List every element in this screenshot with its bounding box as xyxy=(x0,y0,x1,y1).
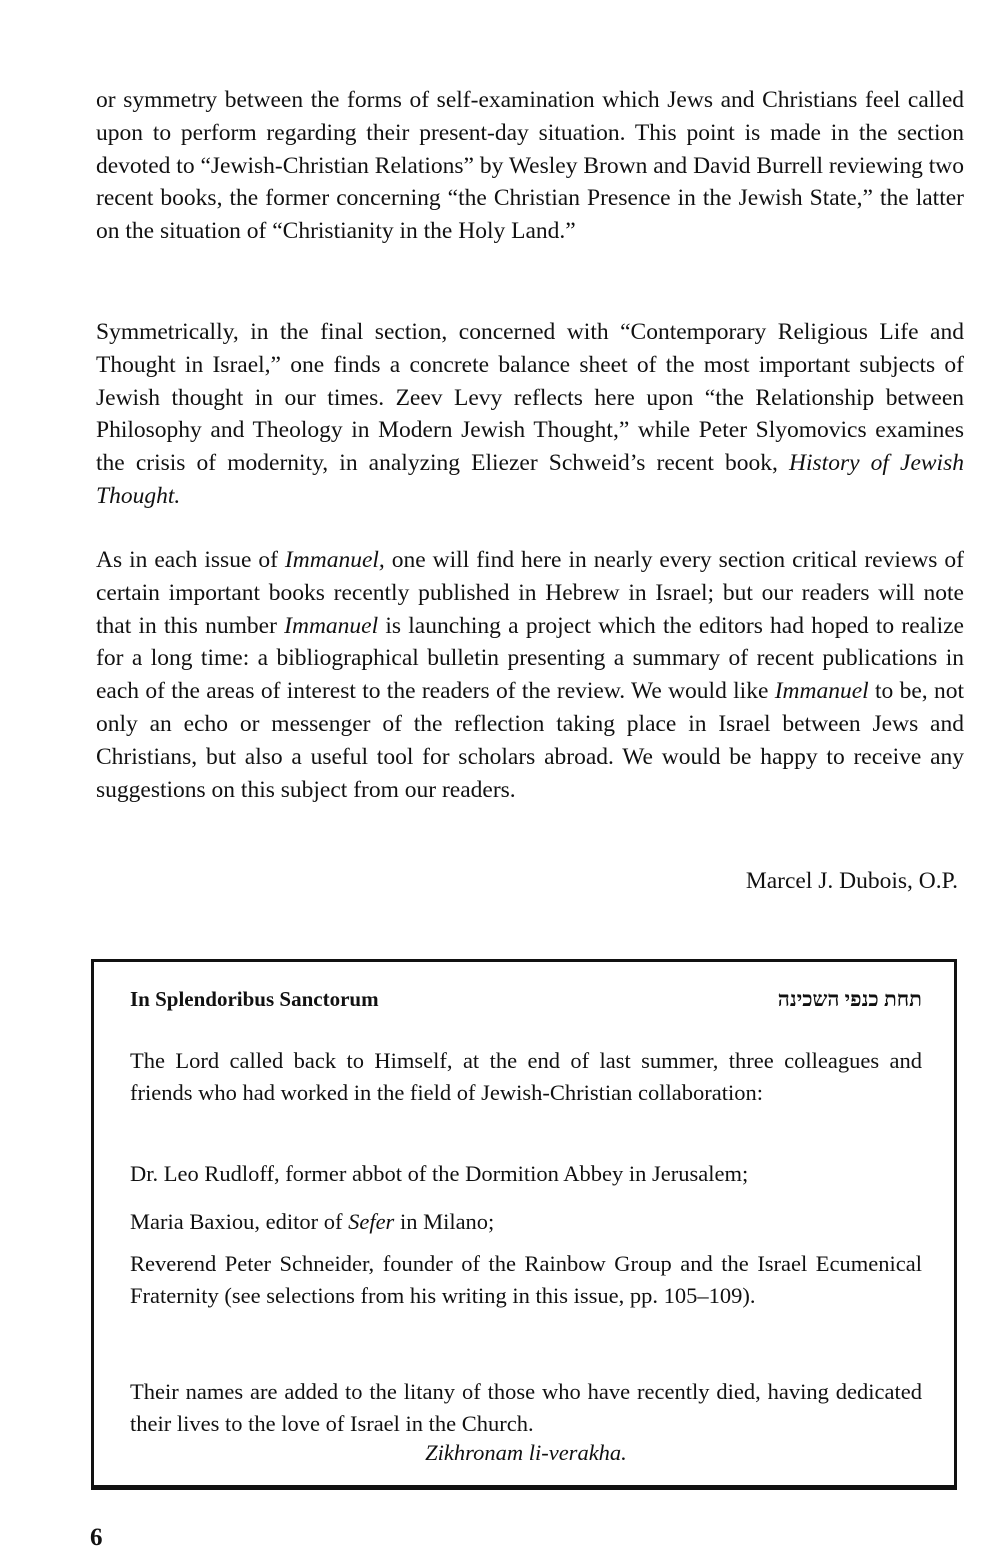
journal-name-immanuel-3: Immanuel xyxy=(774,678,869,705)
paragraph-2-text: Symmetrically, in the final section, concerned with “Contemporary Religious Life and Thought in Israel,” one finds a concrete balance sheet of the most important subjects of Jewish thought in our times. Zeev Levy reflects here upon “the Relationship between Philosophy and Theology in Modern Jewish Thought,” while Peter Slyomovics examines the crisis of modernity, in analyzing Eliezer Schweid’s recent book, xyxy=(96,319,964,477)
author-signature: Marcel J. Dubois, O.P. xyxy=(745,868,958,894)
baxiou-text-a: Maria Baxiou, editor of xyxy=(130,1209,349,1234)
journal-name-immanuel-2: Immanuel xyxy=(284,612,379,639)
memorial-box-title: In Splendoribus Sanctorum xyxy=(130,987,379,1011)
memorial-box-hebrew-title: תחת כנפי השכינה xyxy=(777,987,922,1011)
page-number: 6 xyxy=(90,1524,103,1551)
book-title-history-of-jewish-thought: History of Jewish Thought. xyxy=(96,450,964,509)
paragraph-3-text-a: As in each issue of xyxy=(96,547,285,573)
memorial-box xyxy=(91,959,957,1490)
body-paragraph-3 xyxy=(96,544,964,806)
memorial-item-rudloff: Dr. Leo Rudloff, former abbot of the Dormition Abbey in Jerusalem; xyxy=(130,1161,749,1186)
baxiou-text-c: in Milano; xyxy=(394,1209,495,1234)
memorial-intro: The Lord called back to Himself, at the end of last summer, three colleagues and friends who had worked in the field of Jewish-Christian collaboration: xyxy=(130,1048,922,1106)
memorial-blessing: Zikhronam li-verakha. xyxy=(425,1440,627,1465)
paragraph-3-text-c: one will find here in nearly every section critical reviews of certain important books recently published in Hebrew in Israel; but our readers will note that in this number xyxy=(96,547,964,639)
memorial-item-schneider: Reverend Peter Schneider, founder of the Rainbow Group and the Israel Ecumenical Fraternity (see selections from his writing in this issue, pp. 105–109). xyxy=(130,1251,922,1309)
memorial-box-header xyxy=(130,984,922,1014)
body-paragraph-1: or symmetry between the forms of self-examination which Jews and Christians feel called upon to perform regarding their present-day situation. This point is made in the section devoted to “Jewish-Christian Relations” by Wesley Brown and David Burrell reviewing two recent books, the former concerning “the Christian Presence in the Jewish State,” the latter on the situation of “Christianity in the Holy Land.” xyxy=(96,87,964,245)
journal-name-sefer: Sefer xyxy=(348,1209,395,1234)
journal-name-immanuel-1: Immanuel, xyxy=(284,547,385,573)
body-paragraph-2 xyxy=(96,316,964,513)
memorial-closing: Their names are added to the litany of those who have recently died, having dedicated their lives to the love of Israel in the Church. xyxy=(130,1379,922,1437)
paragraph-3-text-e: is launching a project which the editors had hoped to realize for a long time: a bibliographical bulletin presenting a summary of recent publications in each of the areas of interest to the readers of the review. We would like xyxy=(96,612,964,705)
paragraph-3-text-g: to be, not only an echo or messenger of the reflection taking place in Israel between Jews and Christians, but also a useful tool for scholars abroad. We would be happy to receive any suggestions on this subject from our readers. xyxy=(96,678,964,803)
memorial-item-baxiou xyxy=(130,1206,922,1238)
